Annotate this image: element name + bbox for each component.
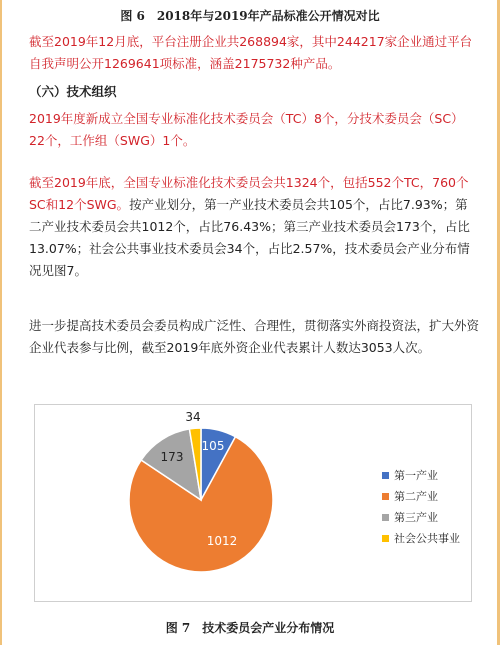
legend-swatch xyxy=(382,493,389,500)
legend-label: 第二产业 xyxy=(394,490,438,503)
chart-legend xyxy=(382,466,460,550)
pie-data-label-1: 105 xyxy=(201,439,225,453)
legend-label: 第一产业 xyxy=(394,469,438,482)
legend-label: 第三产业 xyxy=(394,511,438,524)
legend-item-2 xyxy=(382,487,460,505)
paragraph-platform-registration: 截至2019年12月底，平台注册企业共268894家，其中244217家企业通过平台自我声明公开1269641项标准，涵盖2175732种产品。 xyxy=(29,34,473,71)
committee-totals-highlight: 截至2019年底，全国专业标准化技术委员会共1324个，包括552个TC，760个SC和12个SWG。 xyxy=(29,175,469,212)
legend-swatch xyxy=(382,535,389,542)
legend-label: 社会公共事业 xyxy=(394,532,460,545)
pie-data-label-4: 34 xyxy=(185,410,201,424)
pie-data-label-2: 1012 xyxy=(206,534,238,548)
figure-6-caption: 图 6 2018年与2019年产品标准公开情况对比 xyxy=(120,9,380,23)
legend-item-4 xyxy=(382,529,460,547)
paragraph-foreign-representatives: 进一步提高技术委员会委员构成广泛性、合理性，贯彻落实外商投资法，扩大外资企业代表参与比例，截至2019年底外资企业代表累计人数达3053人次。 xyxy=(29,318,480,355)
section-heading-technical-organizations: （六）技术组织 xyxy=(29,84,117,99)
paragraph-new-committees: 2019年度新成立全国专业标准化技术委员会（TC）8个，分技术委员会（SC）22个，工作组（SWG）1个。 xyxy=(29,111,464,148)
legend-swatch xyxy=(382,472,389,479)
legend-swatch xyxy=(382,514,389,521)
pie-data-label-3: 173 xyxy=(160,450,184,464)
legend-item-3 xyxy=(382,508,460,526)
legend-item-1 xyxy=(382,466,460,484)
committee-industry-breakdown: 按产业划分，第一产业技术委员会共105个，占比7.93%；第二产业技术委员会共1012个，占比76.43%；第三产业技术委员会173个，占比13.07%；社会公共事业技术委员会34个，占比2.57%，技术委员会产业分布情况见图7。 xyxy=(29,197,470,278)
figure-7-caption: 图 7 技术委员会产业分布情况 xyxy=(165,621,335,635)
